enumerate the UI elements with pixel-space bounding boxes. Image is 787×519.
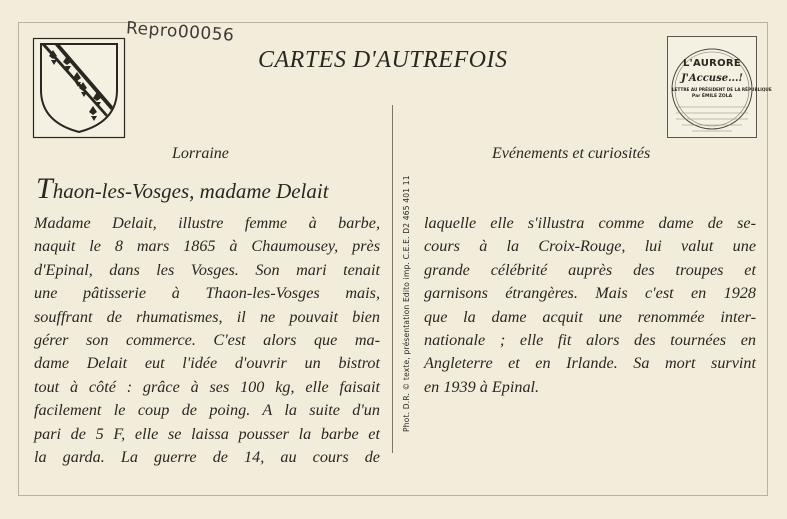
stamp-subline: LETTRE AU PRÉSIDENT DE LA RÉPUBLIQUE	[672, 87, 772, 92]
text-line: Angleterre et en Irlande. Sa mort survint	[424, 354, 756, 373]
center-divider	[392, 105, 393, 453]
text-line: gérer son commerce. C'est alors que ma-	[34, 331, 380, 350]
text-line: souffrant de rhumatismes, il ne pouvait bien	[34, 307, 380, 326]
text-line: dame Delait eut l'idée d'ouvrir un bistrot	[34, 354, 380, 373]
text-line: une pâtisserie à Thaon-les-Vosges mais,	[34, 284, 380, 303]
section-label-events: Evénements et curiosités	[492, 145, 651, 162]
article-heading	[36, 172, 329, 206]
heading-text: haon-les-Vosges, madame Delait	[52, 179, 329, 203]
text-line: la garda. La guerre de 14, au cours de	[34, 448, 380, 467]
text-line: Madame Delait, illustre femme à barbe,	[34, 214, 380, 232]
text-line: en 1939 à Epinal.	[424, 377, 540, 396]
heading-dropcap: T	[36, 172, 53, 205]
text-line: nationale ; elle fit alors des tournées en	[424, 331, 756, 350]
photo-credit: Phot. D.R. © texte, présentation Edito imp. C.E.E. D2 465 401 11	[402, 175, 411, 432]
handwritten-reference: Repro00056	[125, 18, 235, 46]
text-line: grande célébrité auprès des troupes et	[424, 260, 756, 279]
section-label-lorraine: Lorraine	[172, 145, 229, 162]
text-line: laquelle elle s'illustra comme dame de se-	[424, 214, 756, 232]
article-text-left	[34, 212, 380, 469]
laurore-stamp	[667, 36, 772, 138]
stamp-headline: J'Accuse...!	[681, 73, 743, 84]
text-line: tout à côté : grâce à ses 100 kg, elle faisait	[34, 377, 380, 396]
text-line: naquit le 8 mars 1865 à Chaumousey, près	[34, 237, 380, 256]
text-line: que la dame acquit une renommée inter-	[424, 307, 756, 326]
stamp-author: Par ÉMILE ZOLA	[691, 94, 733, 99]
stamp-newspaper-name: L'AURORE	[682, 58, 742, 69]
text-line: garnisons étrangères. Mais c'est en 1928	[424, 284, 756, 303]
text-line: d'Epinal, dans les Vosges. Son mari tenait	[34, 260, 380, 279]
article-text-right	[424, 212, 756, 399]
text-line: facilement le coup de poing. A la suite d'un	[34, 401, 380, 420]
text-line: cours à la Croix-Rouge, lui valut une	[424, 237, 756, 256]
lorraine-coat-of-arms-icon	[33, 38, 125, 138]
text-line: pari de 5 F, elle se laissa pousser la barbe et	[34, 424, 380, 443]
card-title: CARTES D'AUTREFOIS	[258, 47, 508, 73]
